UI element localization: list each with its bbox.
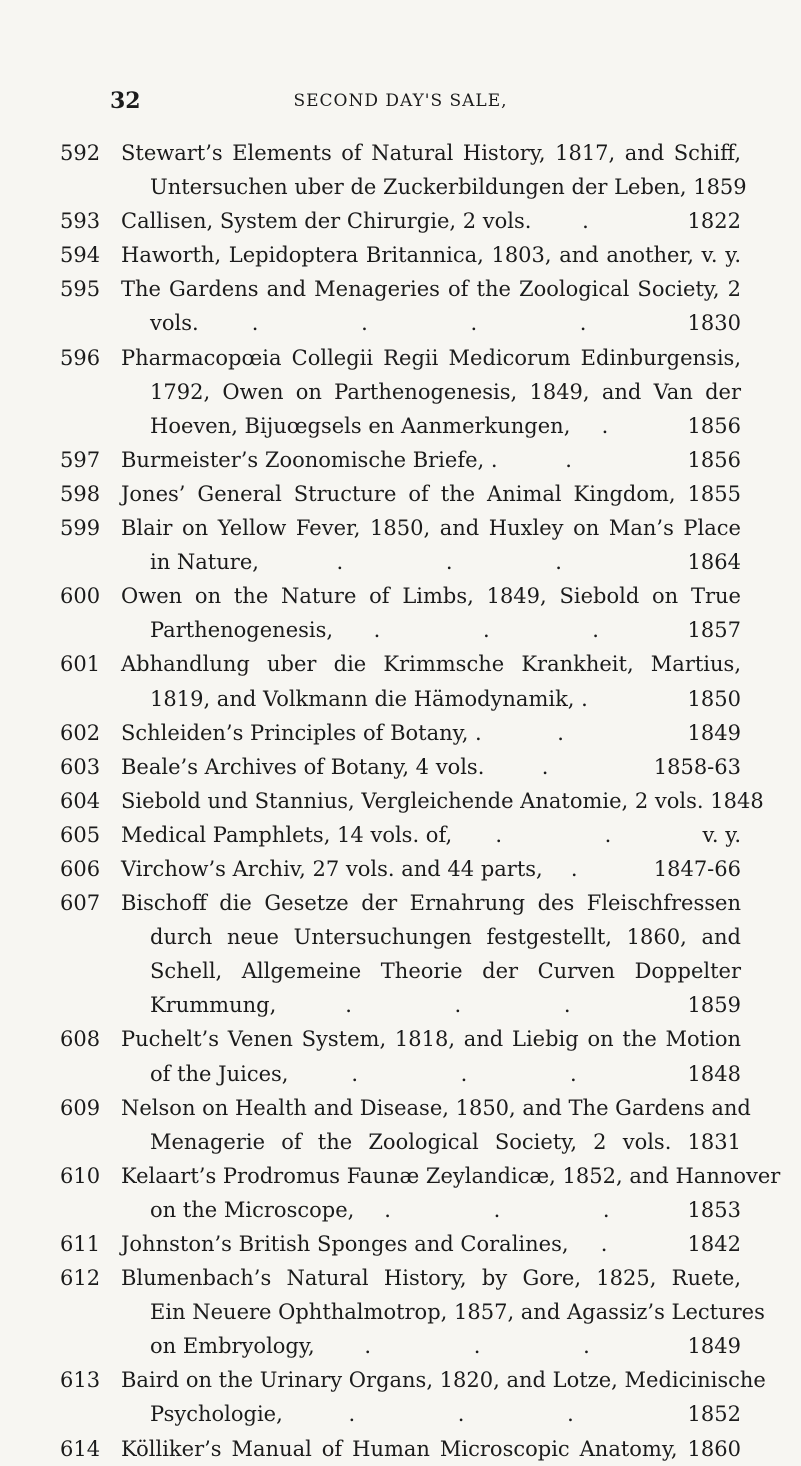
- entry-text: [121, 443, 741, 477]
- entry-line: [0, 1363, 801, 1397]
- entry-date: 1856: [687, 413, 741, 438]
- entry-date: 1822: [687, 209, 741, 234]
- entry-text: Owen on the Nature of Limbs, 1849, Siebold on True: [121, 584, 741, 609]
- entry-line: [0, 409, 801, 443]
- entry-line: [0, 1193, 801, 1227]
- catalogue-entry: [0, 1432, 801, 1466]
- entry-date: 1858-63: [653, 754, 741, 779]
- catalogue-entry: [0, 341, 801, 443]
- entry-title: 1819, and Volkmann die Hämodynamik, .: [150, 686, 588, 711]
- entry-line: [0, 204, 801, 238]
- lot-number: 600: [60, 584, 101, 609]
- catalogue-entry: [0, 443, 801, 477]
- entry-line: [0, 477, 801, 511]
- lot-number: 598: [60, 481, 101, 506]
- entry-text: [150, 1057, 741, 1091]
- catalogue-entry: [0, 852, 801, 886]
- lot-number: 608: [60, 1027, 101, 1052]
- lot-number: 604: [60, 788, 101, 813]
- lot-number: 594: [60, 243, 101, 268]
- page-number: 32: [110, 88, 141, 114]
- entry-line: [0, 136, 801, 170]
- entry-line: [0, 579, 801, 613]
- entry-text: Abhandlung uber die Krimmsche Krankheit, Martius,: [121, 652, 741, 677]
- lot-number: 595: [60, 277, 101, 302]
- entry-line: [0, 443, 801, 477]
- entry-line: [0, 1125, 801, 1159]
- entry-text: Puchelt’s Venen System, 1818, and Liebig on the Motion: [121, 1027, 741, 1052]
- entry-line: [0, 613, 801, 647]
- catalogue-entry: [0, 818, 801, 852]
- lot-number: 603: [60, 754, 101, 779]
- entry-text: Siebold und Stannius, Vergleichende Anatomie, 2 vols. 1848: [121, 788, 764, 813]
- entry-line: [0, 682, 801, 716]
- entry-date: 1864: [687, 550, 741, 575]
- entry-text: Haworth, Lepidoptera Britannica, 1803, and another, v. y.: [121, 243, 741, 268]
- entry-title: Callisen, System der Chirurgie, 2 vols.: [121, 209, 532, 234]
- entry-title: of the Juices,: [150, 1061, 289, 1086]
- entry-title: Hoeven, Bijuœgsels en Aanmerkungen,: [150, 413, 571, 438]
- entry-text: [150, 409, 741, 443]
- entry-line: [0, 1022, 801, 1056]
- catalogue-entry: [0, 1227, 801, 1261]
- lot-number: 613: [60, 1368, 101, 1393]
- entry-text: Baird on the Urinary Organs, 1820, and Lotze, Medicinische: [121, 1368, 766, 1393]
- entry-text: Untersuchen uber de Zuckerbildungen der Leben, 1859: [150, 175, 747, 200]
- catalogue-entry: [0, 1022, 801, 1090]
- entry-line: [0, 1227, 801, 1261]
- dot-leader: . .: [495, 822, 660, 847]
- entry-text: Menagerie of the Zoological Society, 2 vols. 1831: [150, 1129, 741, 1154]
- entry-text: Jones’ General Structure of the Animal Kingdom, 1855: [121, 481, 741, 506]
- catalogue-entry: [0, 136, 801, 204]
- entry-date: 1859: [687, 993, 741, 1018]
- dot-leader: .: [601, 413, 657, 438]
- lot-number: 611: [60, 1232, 101, 1256]
- entry-title: Schleiden’s Principles of Botany, .: [121, 720, 482, 745]
- entry-date: 1852: [687, 1402, 741, 1427]
- catalogue-entry: [0, 511, 801, 579]
- entry-line: [0, 954, 801, 988]
- entry-title: Parthenogenesis,: [150, 618, 334, 643]
- entry-line: [0, 1397, 801, 1431]
- page-header: [0, 88, 801, 118]
- lot-number: 610: [60, 1163, 101, 1188]
- dot-leader: . . .: [373, 618, 647, 643]
- entry-text: [150, 682, 741, 716]
- entry-text: Blair on Yellow Fever, 1850, and Huxley on Man’s Place: [121, 516, 741, 541]
- dot-leader: . . .: [348, 1402, 622, 1427]
- catalogue-entry: [0, 647, 801, 715]
- dot-leader: . . .: [384, 1197, 658, 1222]
- dot-leader: .: [557, 720, 612, 745]
- entry-text: Kelaart’s Prodromus Faunæ Zeylandicæ, 1852, and Hannover: [121, 1163, 781, 1188]
- lot-number: 612: [60, 1266, 101, 1291]
- catalogue-entry: [0, 1091, 801, 1159]
- catalogue-entry: [0, 1363, 801, 1431]
- entry-title: Virchow’s Archiv, 27 vols. and 44 parts,: [121, 856, 543, 881]
- entry-date: 1849: [687, 720, 741, 745]
- entry-title: Johnston’s British Sponges and Coralines,: [121, 1232, 569, 1256]
- catalogue-entries: [0, 136, 801, 1466]
- entry-line: [0, 306, 801, 340]
- entry-line: [0, 784, 801, 818]
- entry-text: [121, 750, 741, 784]
- entry-text: [150, 545, 741, 579]
- entry-title: Burmeister’s Zoonomische Briefe, .: [121, 447, 498, 472]
- entry-text: Kölliker’s Manual of Human Microscopic Anatomy, 1860: [121, 1436, 741, 1461]
- entry-text: Stewart’s Elements of Natural History, 1817, and Schiff,: [121, 141, 741, 165]
- entry-title: in Nature,: [150, 550, 259, 575]
- dot-leader: [588, 682, 688, 716]
- entry-text: Bischoff die Gesetze der Ernahrung des Fleischfressen: [121, 891, 741, 916]
- lot-number: 602: [60, 720, 101, 745]
- entry-line: [0, 238, 801, 272]
- lot-number: 596: [60, 345, 101, 370]
- entry-date: 1849: [687, 1334, 741, 1359]
- dot-leader: .: [582, 209, 637, 234]
- catalogue-entry: [0, 716, 801, 750]
- entry-text: [150, 1397, 741, 1431]
- catalogue-entry: [0, 1159, 801, 1227]
- entry-title: Beale’s Archives of Botany, 4 vols.: [121, 754, 485, 779]
- entry-title: on Embryology,: [150, 1334, 315, 1359]
- entry-date: 1830: [687, 311, 741, 336]
- entry-text: durch neue Untersuchungen festgestellt, 1860, and: [150, 925, 741, 950]
- dot-leader: .: [600, 1232, 656, 1256]
- entry-text: [150, 988, 741, 1022]
- entry-date: 1848: [687, 1061, 741, 1086]
- entry-title: Psychologie,: [150, 1402, 283, 1427]
- entry-line: [0, 1432, 801, 1466]
- entry-line: [0, 341, 801, 375]
- entry-date: 1850: [687, 686, 741, 711]
- lot-number: 593: [60, 209, 101, 234]
- catalogue-entry: [0, 784, 801, 818]
- entry-line: [0, 511, 801, 545]
- entry-date: 1842: [687, 1232, 741, 1256]
- dot-leader: . . .: [351, 1061, 625, 1086]
- entry-text: Nelson on Health and Disease, 1850, and The Gardens and: [121, 1095, 751, 1120]
- lot-number: 609: [60, 1095, 101, 1120]
- entry-text: [150, 1329, 741, 1363]
- catalogue-entry: [0, 579, 801, 647]
- entry-line: [0, 170, 801, 204]
- entry-line: [0, 1295, 801, 1329]
- entry-title: on the Microscope,: [150, 1197, 355, 1222]
- catalogue-entry: [0, 886, 801, 1022]
- entry-line: [0, 886, 801, 920]
- entry-text: [121, 1227, 741, 1261]
- entry-line: [0, 1091, 801, 1125]
- running-head: SECOND DAY'S SALE,: [293, 91, 508, 111]
- entry-text: [121, 818, 741, 852]
- catalogue-entry: [0, 238, 801, 272]
- entry-date: 1847-66: [653, 856, 741, 881]
- dot-leader: .: [570, 856, 626, 881]
- catalogue-entry: [0, 477, 801, 511]
- entry-line: [0, 272, 801, 306]
- entry-text: [150, 1193, 741, 1227]
- entry-line: [0, 750, 801, 784]
- entry-line: [0, 1329, 801, 1363]
- entry-text: [121, 852, 741, 886]
- entry-text: Pharmacopœia Collegii Regii Medicorum Edinburgensis,: [121, 345, 741, 370]
- lot-number: 607: [60, 891, 101, 916]
- lot-number: 606: [60, 856, 101, 881]
- entry-line: [0, 1159, 801, 1193]
- entry-date: 1853: [687, 1197, 741, 1222]
- entry-title: vols.: [150, 311, 199, 336]
- entry-date: 1857: [687, 618, 741, 643]
- entry-line: [0, 375, 801, 409]
- entry-line: [0, 852, 801, 886]
- catalogue-entry: [0, 750, 801, 784]
- entry-text: Blumenbach’s Natural History, by Gore, 1825, Ruete,: [121, 1266, 741, 1291]
- entry-text: [150, 613, 741, 647]
- entry-text: [121, 204, 741, 238]
- entry-line: [0, 818, 801, 852]
- dot-leader: . . .: [336, 550, 610, 575]
- entry-title: Medical Pamphlets, 14 vols. of,: [121, 822, 453, 847]
- entry-date: 1856: [687, 447, 741, 472]
- dot-leader: .: [565, 447, 620, 472]
- lot-number: 605: [60, 822, 101, 847]
- entry-title: Krummung,: [150, 993, 277, 1018]
- lot-number: 599: [60, 516, 101, 541]
- entry-line: [0, 716, 801, 750]
- entry-text: 1792, Owen on Parthenogenesis, 1849, and Van der: [150, 379, 741, 404]
- entry-line: [0, 1261, 801, 1295]
- entry-text: Schell, Allgemeine Theorie der Curven Doppelter: [150, 959, 741, 984]
- entry-text: The Gardens and Menageries of the Zoological Society, 2: [121, 277, 741, 302]
- dot-leader: . . .: [364, 1334, 638, 1359]
- catalogue-entry: [0, 272, 801, 340]
- lot-number: 592: [60, 141, 101, 165]
- lot-number: 597: [60, 447, 101, 472]
- entry-text: [150, 306, 741, 340]
- entry-line: [0, 988, 801, 1022]
- entry-line: [0, 647, 801, 681]
- entry-line: [0, 545, 801, 579]
- entry-text: [121, 716, 741, 750]
- entry-line: [0, 1057, 801, 1091]
- entry-text: Ein Neuere Ophthalmotrop, 1857, and Agassiz’s Lectures: [150, 1300, 765, 1325]
- entry-line: [0, 920, 801, 954]
- lot-number: 614: [60, 1436, 101, 1461]
- catalogue-entry: [0, 204, 801, 238]
- dot-leader: .: [541, 754, 597, 779]
- entry-date: v. y.: [702, 822, 741, 847]
- lot-number: 601: [60, 652, 101, 677]
- dot-leader: . . . .: [251, 311, 635, 336]
- catalogue-entry: [0, 1261, 801, 1363]
- dot-leader: . . .: [345, 993, 619, 1018]
